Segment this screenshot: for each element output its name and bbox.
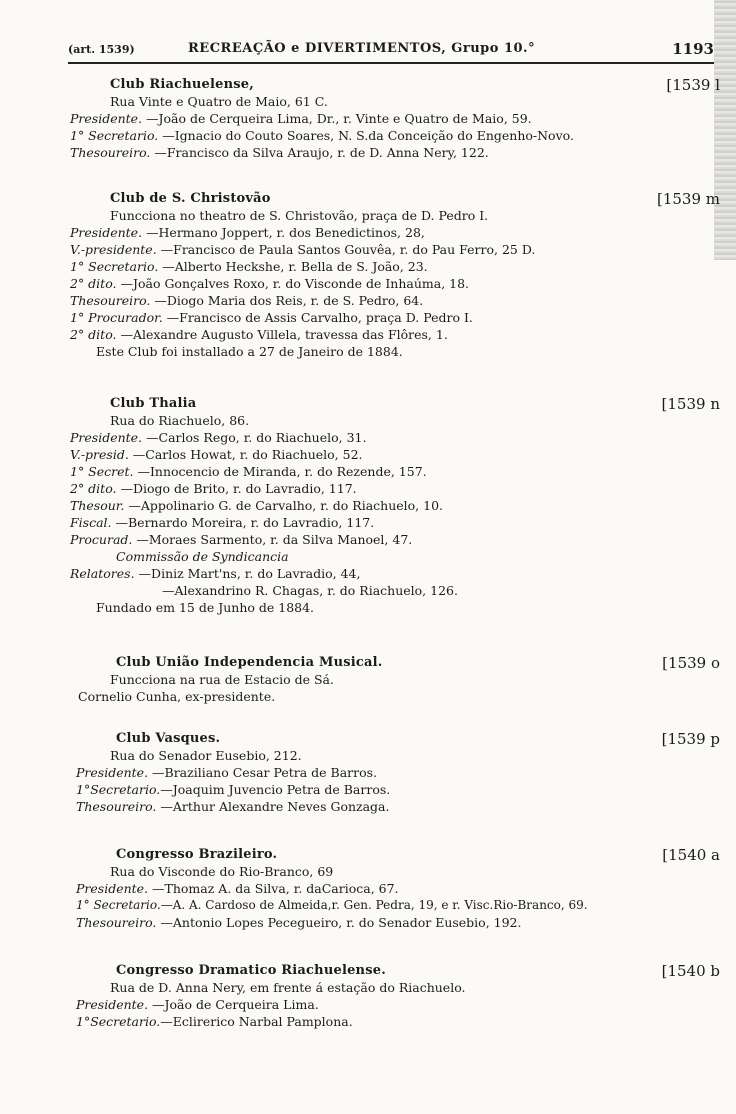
page-header — [68, 38, 714, 64]
entry-address: Rua Vinte e Quatro de Maio, 61 C. — [110, 94, 328, 109]
entry-person: —Francisco de Assis Carvalho, praça D. Pedro I. — [162, 310, 473, 325]
entry-ref: [1539 n — [661, 395, 720, 413]
entry-role: 1° Secret. — [70, 464, 134, 479]
entry-role: Thesoureiro. — [70, 293, 151, 308]
entry-address: Funcciona na rua de Estacio de Sá. — [110, 672, 334, 687]
entry-person: —João de Cerqueira Lima, Dr., r. Vinte e Quatro de Maio, 59. — [142, 111, 532, 126]
header-article-ref: (art. 1539) — [68, 43, 135, 56]
entry-congresso-dramatico — [70, 962, 720, 1030]
entry-person: —João de Cerqueira Lima. — [148, 997, 319, 1012]
entry-role: 1° Secretario. — [76, 898, 161, 912]
entry-title: Club União Independencia Musical. — [116, 655, 383, 670]
entry-person: —Francisco da Silva Araujo, r. de D. Anna Nery, 122. — [150, 145, 489, 160]
entry-person: —Bernardo Moreira, r. do Lavradio, 117. — [111, 515, 375, 530]
entry-ref: [1539 p — [661, 730, 720, 748]
entry-person: —Alexandre Augusto Villela, travessa das Flôres, 1. — [116, 327, 448, 342]
entry-ref: [1540 b — [661, 962, 720, 980]
entry-note: Fundado em 15 de Junho de 1884. — [96, 600, 315, 615]
entry-person: —Antonio Lopes Pecegueiro, r. do Senador Eusebio, 192. — [156, 915, 522, 930]
entry-role: Thesoureiro. — [70, 145, 151, 160]
entry-person: —Arthur Alexandre Neves Gonzaga. — [156, 799, 390, 814]
entry-club-riachuelense — [70, 76, 720, 161]
entry-ref: [1539 o — [662, 654, 720, 672]
entry-title: Club Vasques. — [116, 731, 221, 746]
entry-person: —Innocencio de Miranda, r. do Rezende, 157. — [133, 464, 427, 479]
entry-role: V.-presid. — [70, 447, 129, 462]
entry-person: —Ignacio do Couto Soares, N. S.da Conceição do Engenho-Novo. — [158, 128, 574, 143]
entry-person: —Appolinario G. de Carvalho, r. do Riachuelo, 10. — [124, 498, 444, 513]
entry-role: Presidente. — [76, 765, 149, 780]
entry-address: Rua do Senador Eusebio, 212. — [110, 748, 302, 763]
entry-role: 1° Secretario. — [70, 128, 159, 143]
entry-congresso-brazileiro — [70, 846, 720, 931]
entry-person: —Diogo Maria dos Reis, r. de S. Pedro, 64. — [150, 293, 424, 308]
entry-club-thalia — [70, 395, 720, 616]
entry-role: Relatores. — [70, 566, 135, 581]
entry-club-sao-christovao — [70, 190, 720, 360]
header-section-title: RECREAÇÃO e DIVERTIMENTOS, Grupo 10.° — [188, 41, 536, 56]
entry-role: 1° Procurador. — [70, 310, 163, 325]
entry-ref: [1539 m — [656, 190, 720, 208]
entry-title: Congresso Dramatico Riachuelense. — [116, 963, 386, 978]
entry-person: —Thomaz A. da Silva, r. daCarioca, 67. — [148, 881, 399, 896]
entry-title: Congresso Brazileiro. — [116, 847, 278, 862]
entry-role: Presidente. — [70, 430, 143, 445]
entry-person: —Hermano Joppert, r. dos Benedictinos, 28, — [142, 225, 425, 240]
entry-person: —Alberto Heckshe, r. Bella de S. João, 23. — [158, 259, 428, 274]
entry-role: Procurad. — [70, 532, 133, 547]
entry-person: —Alexandrino R. Chagas, r. do Riachuelo, 126. — [162, 583, 458, 598]
entry-role: 1°Secretario. — [76, 782, 161, 797]
entry-person: —Carlos Rego, r. do Riachuelo, 31. — [142, 430, 367, 445]
entry-ref: [1539 l — [666, 76, 720, 94]
entry-person: —Moraes Sarmento, r. da Silva Manoel, 47. — [132, 532, 413, 547]
entry-title: Club Thalia — [110, 396, 197, 411]
entry-role: Presidente. — [70, 111, 143, 126]
entry-person: —A. A. Cardoso de Almeida,r. Gen. Pedra, 19, e r. Visc.Rio-Branco, 69. — [160, 898, 588, 912]
entry-club-uniao-independencia — [70, 654, 720, 705]
entry-person: —Eclirerico Narbal Pamplona. — [160, 1014, 353, 1029]
entry-title: Club Riachuelense, — [110, 77, 254, 92]
entry-title: Club de S. Christovão — [110, 191, 271, 206]
entry-role: Presidente. — [70, 225, 143, 240]
entry-role: 2° dito. — [70, 327, 117, 342]
entry-person: —Francisco de Paula Santos Gouvêa, r. do Pau Ferro, 25 D. — [156, 242, 536, 257]
entry-role: 2° dito. — [70, 481, 117, 496]
entry-person: —Braziliano Cesar Petra de Barros. — [148, 765, 378, 780]
entry-person: —Diniz Mart'ns, r. do Lavradio, 44, — [134, 566, 361, 581]
entry-club-vasques — [70, 730, 720, 815]
entry-role: 1° Secretario. — [70, 259, 159, 274]
entry-role: Fiscal. — [70, 515, 112, 530]
entry-role: 1°Secretario. — [76, 1014, 161, 1029]
entry-address: Funcciona no theatro de S. Christovão, praça de D. Pedro I. — [110, 208, 489, 223]
entry-role: 2° dito. — [70, 276, 117, 291]
entry-person: —Carlos Howat, r. do Riachuelo, 52. — [128, 447, 363, 462]
entry-address: Rua de D. Anna Nery, em frente á estação do Riachuelo. — [110, 980, 466, 995]
header-page-number: 1193 — [672, 40, 714, 58]
entry-person: —Diogo de Brito, r. do Lavradio, 117. — [116, 481, 357, 496]
entry-note: Este Club foi installado a 27 de Janeiro de 1884. — [96, 344, 403, 359]
entry-role: Presidente. — [76, 881, 149, 896]
entry-person: —Joaquim Juvencio Petra de Barros. — [160, 782, 391, 797]
entry-role: Presidente. — [76, 997, 149, 1012]
entry-role: V.-presidente. — [70, 242, 157, 257]
entry-ref: [1540 a — [662, 846, 720, 864]
entry-subheading: Commissão de Syndicancia — [116, 549, 289, 564]
entry-address: Rua do Riachuelo, 86. — [110, 413, 250, 428]
entry-address: Rua do Visconde do Rio-Branco, 69 — [110, 864, 334, 879]
entry-role: Thesoureiro. — [76, 799, 157, 814]
entry-person: Cornelio Cunha, ex-presidente. — [78, 689, 276, 704]
entry-role: Thesoureiro. — [76, 915, 157, 930]
entry-person: —João Gonçalves Roxo, r. do Visconde de Inhaúma, 18. — [116, 276, 470, 291]
entry-role: Thesour. — [70, 498, 125, 513]
